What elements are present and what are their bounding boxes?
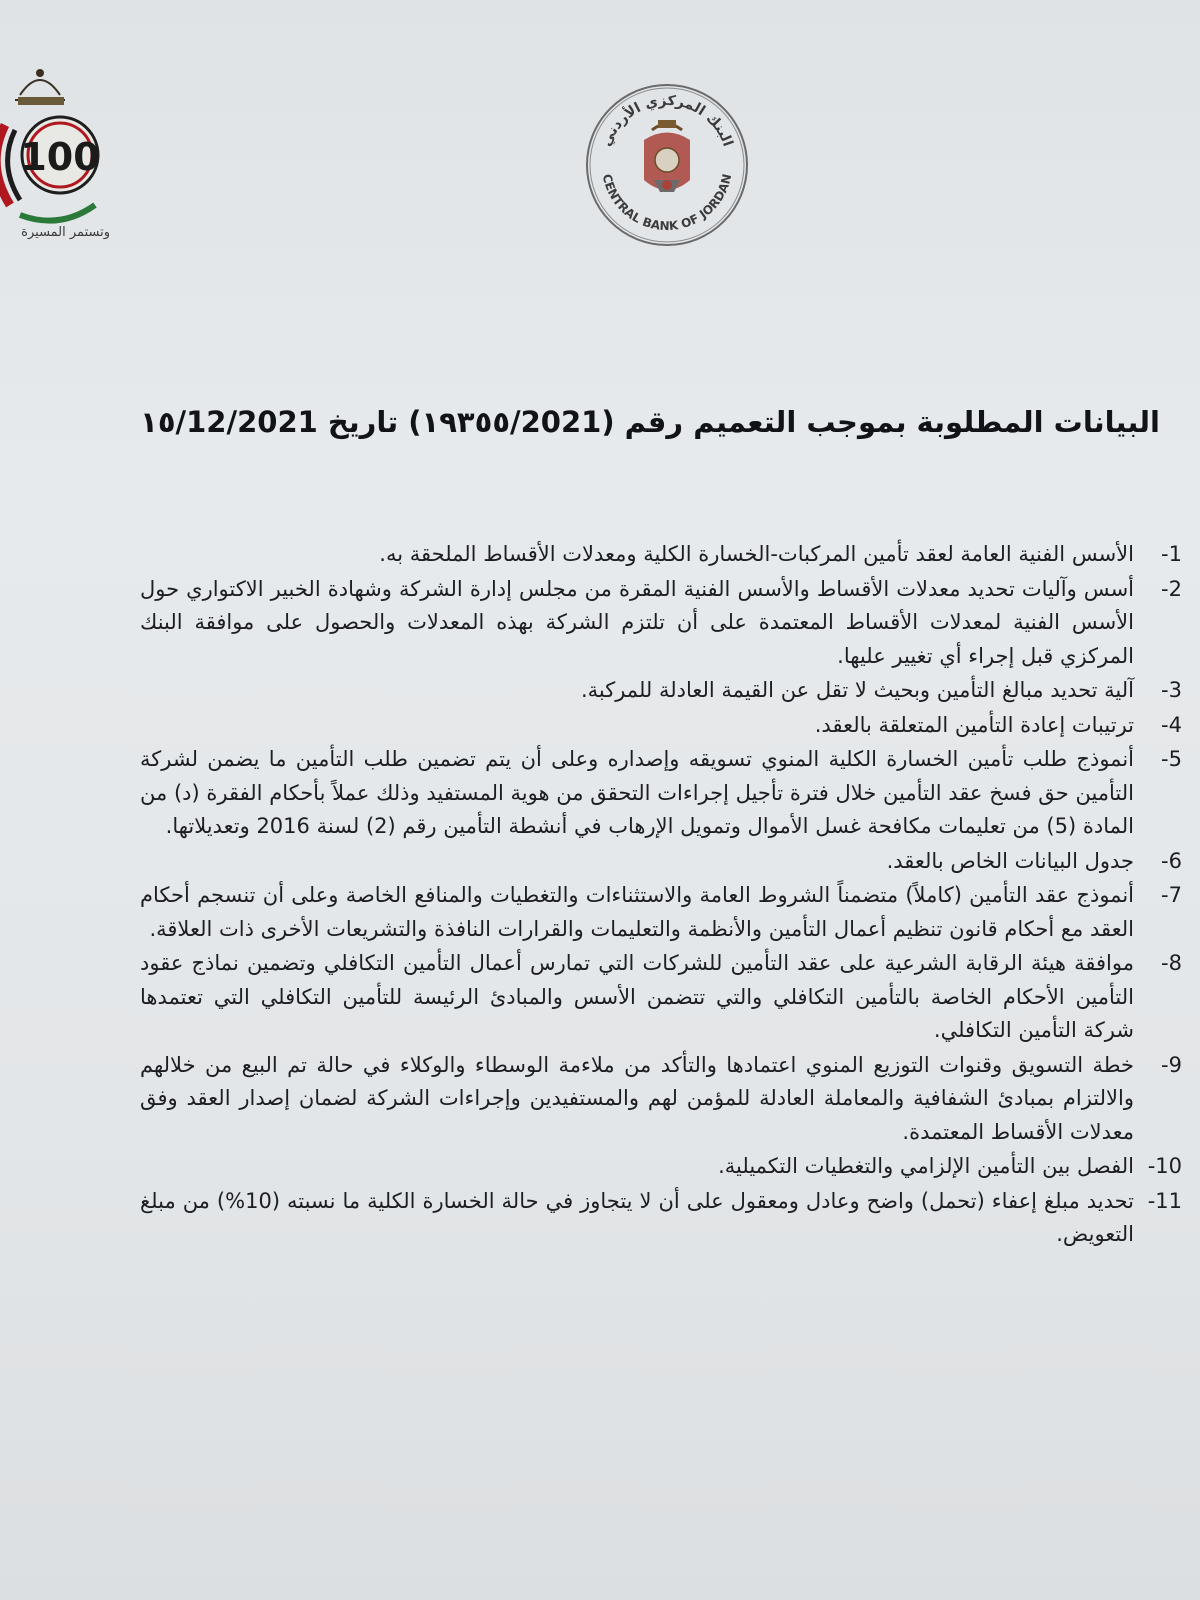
list-item-number: -1 xyxy=(1161,542,1182,566)
coat-of-arms-icon xyxy=(644,120,690,192)
list-item-text: موافقة هيئة الرقابة الشرعية على عقد التأمين للشركات التي تمارس أعمال التأمين التكافلي وتضمين نماذج عقود التأمين الأحكام الخاصة بالتأمين التكافلي والتي تتضمن الأسس والمبادئ الرئيسة للتأمين التكافلي التي تعتمدها شركة التأمين التكافلي. xyxy=(140,951,1134,1042)
list-item-number: -5 xyxy=(1161,747,1182,771)
list-item-number: -10 xyxy=(1147,1154,1182,1178)
list-item-text: خطة التسويق وقنوات التوزيع المنوي اعتمادها والتأكد من ملاءمة الوسطاء والوكلاء في حالة تم البيع من خلالهم والالتزام بمبادئ الشفافية والمعاملة العادلة للمؤمن لهم والمستفيدين وإجراءات الشركة لضمان إصدار العقد وفق معدلات الأقساط المعتمدة. xyxy=(140,1052,1134,1144)
list-item xyxy=(140,573,1182,674)
list-item-text: ترتيبات إعادة التأمين المتعلقة بالعقد. xyxy=(814,712,1134,737)
list-item-number: -4 xyxy=(1161,712,1182,737)
list-item-number: -6 xyxy=(1161,848,1182,873)
list-item xyxy=(140,879,1182,946)
list-item xyxy=(140,743,1182,844)
list-item-number: -9 xyxy=(1161,1052,1182,1077)
list-item-number: -3 xyxy=(1161,678,1182,702)
list-item-text: جدول البيانات الخاص بالعقد. xyxy=(886,848,1134,873)
list-item xyxy=(140,845,1182,879)
list-item xyxy=(140,1150,1182,1184)
seal-english-text: CENTRAL BANK OF JORDAN xyxy=(599,172,735,234)
list-item xyxy=(140,709,1182,743)
list-item xyxy=(140,674,1182,708)
list-item xyxy=(140,538,1182,572)
list-item-text: الفصل بين التأمين الإلزامي والتغطيات التكميلية. xyxy=(718,1154,1134,1178)
list-item-number: -2 xyxy=(1161,576,1182,601)
list-item-text: تحديد مبلغ إعفاء (تحمل) واضح وعادل ومعقول على أن لا يتجاوز في حالة الخسارة الكلية ما نسبته (10%) من مبلغ التعويض. xyxy=(140,1188,1134,1246)
list-item-text: الأسس الفنية العامة لعقد تأمين المركبات-الخسارة الكلية ومعدلات الأقساط الملحقة به. xyxy=(379,542,1134,566)
document-heading: البيانات المطلوبة بموجب التعميم رقم (١٩٣٥٥/2021) تاريخ ١٥/12/2021 xyxy=(140,405,1160,439)
centenary-tagline: وتستمر المسيرة xyxy=(21,225,110,240)
requirements-list xyxy=(140,538,1182,1252)
seal-arabic-text: البنك المركزي الأردني xyxy=(598,92,736,149)
list-item-text: أنموذج طلب تأمين الخسارة الكلية المنوي تسويقه وإصداره وعلى أن يتم تضمين طلب التأمين ما يضمن لشركة التأمين حق فسخ عقد التأمين خلال فترة تأجيل إجراءات التحقق من هوية المستفيد وذلك عملاً بأحكام الفقرة (د) من المادة (5) من تعليمات مكافحة غسل الأموال وتمويل الإرهاب في أنشطة التأمين رقم (2) لسنة 2016 وتعديلاتها. xyxy=(140,747,1134,838)
list-item-number: -11 xyxy=(1147,1188,1182,1213)
list-item-number: -8 xyxy=(1161,951,1182,975)
centenary-number: 100 xyxy=(20,135,100,179)
central-bank-seal-icon xyxy=(582,80,752,250)
centenary-logo xyxy=(0,55,130,245)
list-item-text: أنموذج عقد التأمين (كاملاً) متضمناً الشروط العامة والاستثناءات والتغطيات والمنافع الخاصة وعلى أن تنسجم أحكام العقد مع أحكام قانون تنظيم أعمال التأمين والأنظمة والتعليمات والقرارات النافذة والتشريعات الأخرى ذات العلاقة. xyxy=(140,883,1134,941)
crown-100-emblem-icon xyxy=(0,55,130,225)
list-item-text: آلية تحديد مبالغ التأمين وبحيث لا تقل عن القيمة العادلة للمركبة. xyxy=(580,678,1134,702)
list-item xyxy=(140,947,1182,1048)
list-item-text: أسس وآليات تحديد معدلات الأقساط والأسس الفنية المقرة من مجلس إدارة الشركة وشهادة الخبير الاكتواري حول الأسس الفنية لمعدلات الأقساط المعتمدة على أن تلتزم الشركة بهذه المعدلات والحصول على موافقة البنك المركزي قبل إجراء أي تغيير عليها. xyxy=(140,576,1134,668)
central-bank-seal xyxy=(582,80,752,250)
list-item xyxy=(140,1049,1182,1150)
list-item-number: -7 xyxy=(1161,883,1182,907)
list-item xyxy=(140,1185,1182,1252)
